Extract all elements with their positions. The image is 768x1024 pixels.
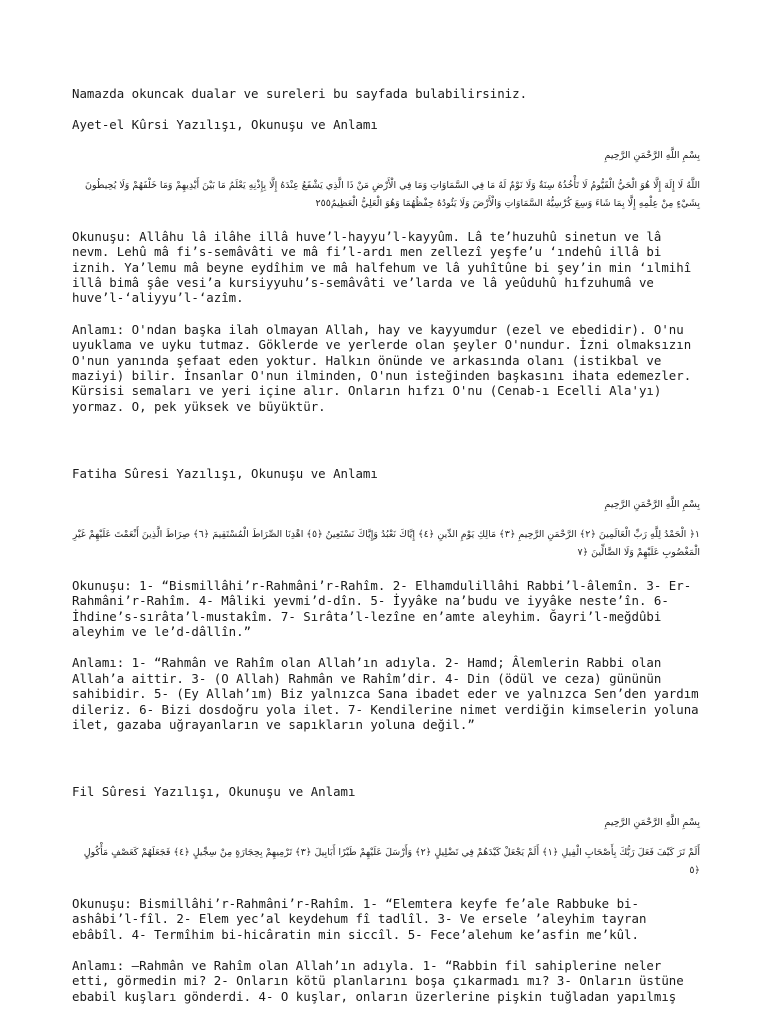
section-heading: Ayet-el Kûrsi Yazılışı, Okunuşu ve Anlamı: [72, 117, 378, 133]
basmala-arabic: بِسْمِ اللَّهِ الرَّحْمَنِ الرَّحِيمِ: [604, 149, 700, 161]
section-spacer: [72, 748, 700, 784]
meaning-text: Anlamı: O'ndan başka ilah olmayan Allah, hay ve kayyumdur (ezel ve ebedidir). O'nu uyuklama ve uyku tutmaz. Göklerde ve yerlerde olan şeyler O'nundur. İzni olmaksızın O'nun yanında şefaat eden yoktur. Halkın önünde ve arkasında olanı (istikbal ve maziyi) bilir. İnsanlar O'nun ilminden, O'nun isteğinden başkasını ihata edemezler. Kürsisi semaları ve yeri içine alır. Onların hıfzı O'nu (Cenab-ı Ecelli Ala'yı) yormaz. O, pek yüksek ve büyüktür.: [72, 321, 699, 414]
transliteration-text: Okunuşu: 1- “Bismillâhi’r-Rahmâni’r-Rahîm. 2- Elhamdulillâhi Rabbi’l-âlemîn. 3- Er-Rahmâni’r-Rahîm. 4- Mâliki yevmi’d-dîn. 5- İyyâke na’budu ve iyyâke neste’în. 6- İhdine’s-sırâta’l-mustakîm. 7- Sırâta’l-lezîne en’amte aleyhim. Ğayri’l-meğdûbi aleyhim ve le’d-dâllîn.”: [72, 577, 692, 639]
section-ayetel-kursi: [72, 117, 700, 414]
verse-arabic: أَلَمْ تَرَ كَيْفَ فَعَلَ رَبُّكَ بِأَصْحَابِ الْفِيلِ ﴿١﴾ أَلَمْ يَجْعَلْ كَيْدَهُمْ فِي تَضْلِيلٍ ﴿٢﴾ وَأَرْسَلَ عَلَيْهِمْ طَيْرًا أَبَابِيلَ ﴿٣﴾ تَرْمِيهِمْ بِحِجَارَةٍ مِنْ سِجِّيلٍ ﴿٤﴾ فَجَعَلَهُمْ كَعَصْفٍ مَأْكُولٍ ﴿٥: [80, 846, 700, 876]
basmala-arabic: بِسْمِ اللَّهِ الرَّحْمَنِ الرَّحِيمِ: [604, 498, 700, 510]
transliteration-text: Okunuşu: Allâhu lâ ilâhe illâ huve’l-hayyu’l-kayyûm. Lâ te’huzuhû sinetun ve lâ nevm. Lehû mâ fi’s-semâvâti ve mâ fi’l-ardı men zellezî yeşfe’u ‘ındehû illâ bi iznih. Ya’lemu mâ beyne eydîhim ve mâ halfehum ve lâ yuhîtûne bi şey’in min ‘ılmihî illâ bimâ şâe vesi’a kursiyyuhu’s-semâvâti ve’larda ve lâ yeûduhû hıfzuhumâ ve huve’l-‘aliyyu’l-‘azîm.: [72, 228, 699, 306]
meaning-text: Anlamı: 1- “Rahmân ve Rahîm olan Allah’ın adıyla. 2- Hamd; Âlemlerin Rabbi olan Allah’a aittir. 3- (O Allah) Rahmân ve Rahîm’dir. 4- Din (ödül ve ceza) gününün sahibidir. 5- (Ey Allah’ım) Biz yalnızca Sana ibadet eder ve yalnızca Sen’den yardım dileriz. 6- Bizi dosdoğru yola ilet. 7- Kendilerine nimet verdiğin kimselerin yoluna ilet, gazaba uğrayanların ve sapıkların yoluna değil.”: [72, 655, 707, 732]
section-fatiha: [69, 466, 707, 732]
section-spacer: [72, 430, 700, 466]
intro-text: Namazda okuncak dualar ve sureleri bu sayfada bulabilirsiniz.: [72, 86, 528, 101]
section-fil: [72, 784, 700, 1004]
section-heading: Fil Sûresi Yazılışı, Okunuşu ve Anlamı: [72, 784, 356, 800]
meaning-text: Anlamı: —Rahmân ve Rahîm olan Allah’ın adıyla. 1- “Rabbin fil sahiplerine neler etti, görmedin mi? 2- Onların kötü planlarını boşa çıkarmadı mı? 3- Onların üstüne ebabil kuşları gönderdi. 4- O kuşlar, onların üzerlerine pişkin tuğladan yapılmış: [72, 957, 692, 1004]
transliteration-text: Okunuşu: Bismillâhi’r-Rahmâni’r-Rahîm. 1- “Elemtera keyfe fe’ale Rabbuke bi-ashâbi’l-fîl. 2- Elem yec’al keydehum fî tadlîl. 3- Ve ersele ’aleyhim tayran ebâbîl. 4- Termîhim bi-hicâratin min siccîl. 5- Fece’alehum ke’asfin me’kûl.: [72, 895, 654, 942]
basmala-arabic: بِسْمِ اللَّهِ الرَّحْمَنِ الرَّحِيمِ: [604, 816, 700, 828]
section-heading: Fatiha Sûresi Yazılışı, Okunuşu ve Anlamı: [72, 466, 378, 482]
verse-arabic: اللَّهُ لَا إِلَهَ إِلَّا هُوَ الْحَيُّ الْقَيُّومُ لَا تَأْخُذُهُ سِنَةٌ وَلَا نَوْمٌ لَهُ مَا فِي السَّمَاوَاتِ وَمَا فِي الْأَرْضِ مَنْ ذَا الَّذِي يَشْفَعُ عِنْدَهُ إِلَّا بِإِذْنِهِ يَعْلَمُ مَا بَيْنَ أَيْدِيهِمْ وَمَا خَلْفَهُمْ وَلَا يُحِيطُونَ بِشَيْءٍ مِنْ عِلْمِهِ إِلَّا بِمَا شَاءَ وَسِعَ كُرْسِيُّهُ السَّمَاوَاتِ وَالْأَرْضَ وَلَا يَئُودُهُ حِفْظُهُمَا وَهُوَ الْعَلِيُّ الْعَظِيمُ٢٥٥: [81, 179, 700, 209]
document-body: [69, 86, 707, 1020]
verse-arabic: ١﴿ الْحَمْدُ لِلَّهِ رَبِّ الْعَالَمِينَ ﴿٢﴾ الرَّحْمَنِ الرَّحِيمِ ﴿٣﴾ مَالِكِ يَوْمِ الدِّينِ ﴿٤﴾ إِيَّاكَ نَعْبُدُ وَإِيَّاكَ نَسْتَعِينُ ﴿٥﴾ اهْدِنَا الصِّرَاطَ الْمُسْتَقِيمَ ﴿٦﴾ صِرَاطَ الَّذِينَ أَنْعَمْتَ عَلَيْهِمْ غَيْرِ الْمَغْضُوبِ عَلَيْهِمْ وَلَا الضَّالِّينَ ﴿٧: [69, 528, 700, 558]
